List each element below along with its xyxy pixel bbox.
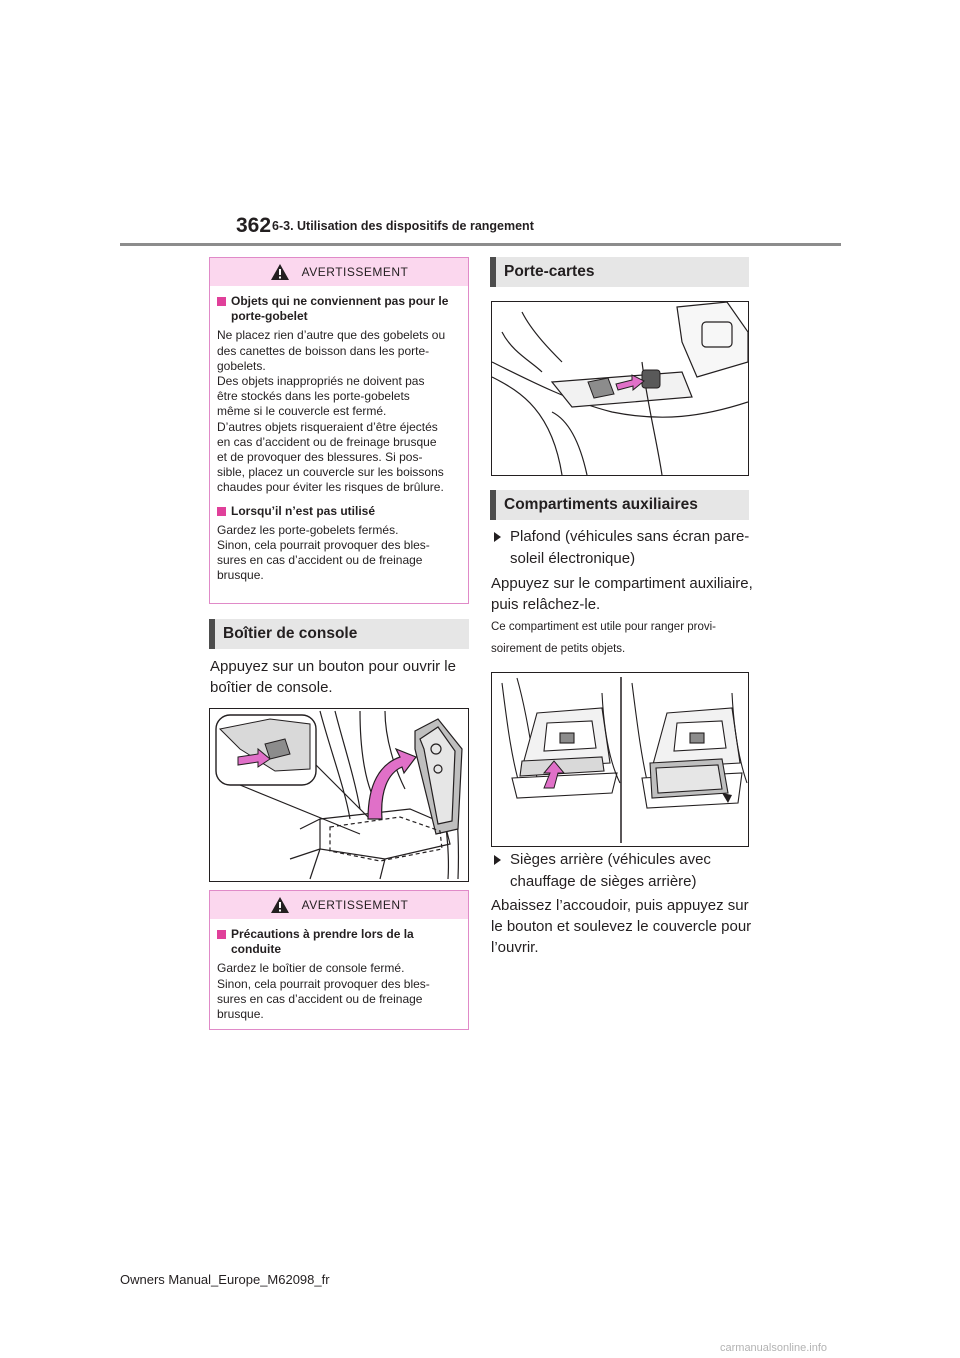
warning-text: Ne placez rien d’autre que des gobelets ou des canettes de boisson dans les porte- gobelets. Des objets inappropriés ne doivent pas être stockés dans les porte-gobelets même si le couvercle est fermé. D’autres objets risqueraient d’être éjectés en cas d’accident ou de freinage brusque et de provoquer des blessures. Si pos- sible, placez un couvercle sur les boissons chaudes pour éviter les risques de brûlure. (217, 328, 446, 495)
warning-title: AVERTISSEMENT (301, 265, 409, 279)
pink-square-icon (217, 297, 226, 306)
warning-header (210, 258, 468, 286)
bullet-ceiling: Plafond (véhicules sans écran pare- soleil électronique) (492, 526, 752, 570)
section-title: 6-3. Utilisation des dispositifs de rangement (272, 219, 534, 233)
rear-seat-instructions: Abaissez l’accoudoir, puis appuyez sur le bouton et soulevez le couvercle pour l’ouvrir. (491, 897, 752, 956)
aux-compartment-drawing (492, 673, 748, 846)
aux-instructions: Appuyez sur le compartiment auxiliaire, puis relâchez-le. (491, 575, 753, 613)
watermark: carmanualsonline.info (720, 1342, 828, 1354)
bullet-triangle-icon (494, 855, 501, 865)
console-box-drawing (210, 709, 468, 881)
warning-title: AVERTISSEMENT (301, 898, 409, 912)
warning-box-driving (209, 890, 469, 1030)
page-number: 362 (236, 214, 272, 237)
bullet-rear-seats: Sièges arrière (véhicules avec chauffage de sièges arrière) (492, 849, 752, 893)
warning-subheading: Objets qui ne conviennent pas pour le porte-gobelet (217, 294, 462, 324)
warning-triangle-icon (270, 896, 290, 914)
warning-subheading: Précautions à prendre lors de la conduite (217, 927, 462, 957)
console-box-illustration (209, 708, 469, 882)
aux-compartment-illustration (491, 672, 749, 847)
warning-text: Gardez les porte-gobelets fermés. Sinon, cela pourrait provoquer des bles- sures en cas d’accident ou de freinage brusque. (217, 522, 430, 583)
card-holder-drawing (492, 302, 748, 475)
warning-header (210, 891, 468, 919)
warning-triangle-icon (270, 263, 290, 281)
section-heading-aux: Compartiments auxiliaires (490, 490, 749, 520)
bullet-triangle-icon (494, 532, 501, 542)
warning-subheading: Lorsqu’il n’est pas utilisé (217, 504, 462, 519)
warning-box-cup-holder (209, 257, 469, 604)
warning-text: Gardez le boîtier de console fermé. Sinon, cela pourrait provoquer des bles- sures en cas d’accident ou de freinage brusque. (217, 961, 430, 1022)
card-holder-illustration (491, 301, 749, 476)
header-divider (120, 243, 841, 246)
footer-manual-id: Owners Manual_Europe_M62098_fr (120, 1272, 330, 1287)
pink-square-icon (217, 507, 226, 516)
pink-square-icon (217, 930, 226, 939)
section-heading-console: Boîtier de console (209, 619, 469, 649)
console-instructions: Appuyez sur un bouton pour ouvrir le boîtier de console. (210, 658, 456, 696)
aux-note: Ce compartiment est utile pour ranger provi- soirement de petits objets. (491, 621, 716, 655)
section-heading-card-holder: Porte-cartes (490, 257, 749, 287)
